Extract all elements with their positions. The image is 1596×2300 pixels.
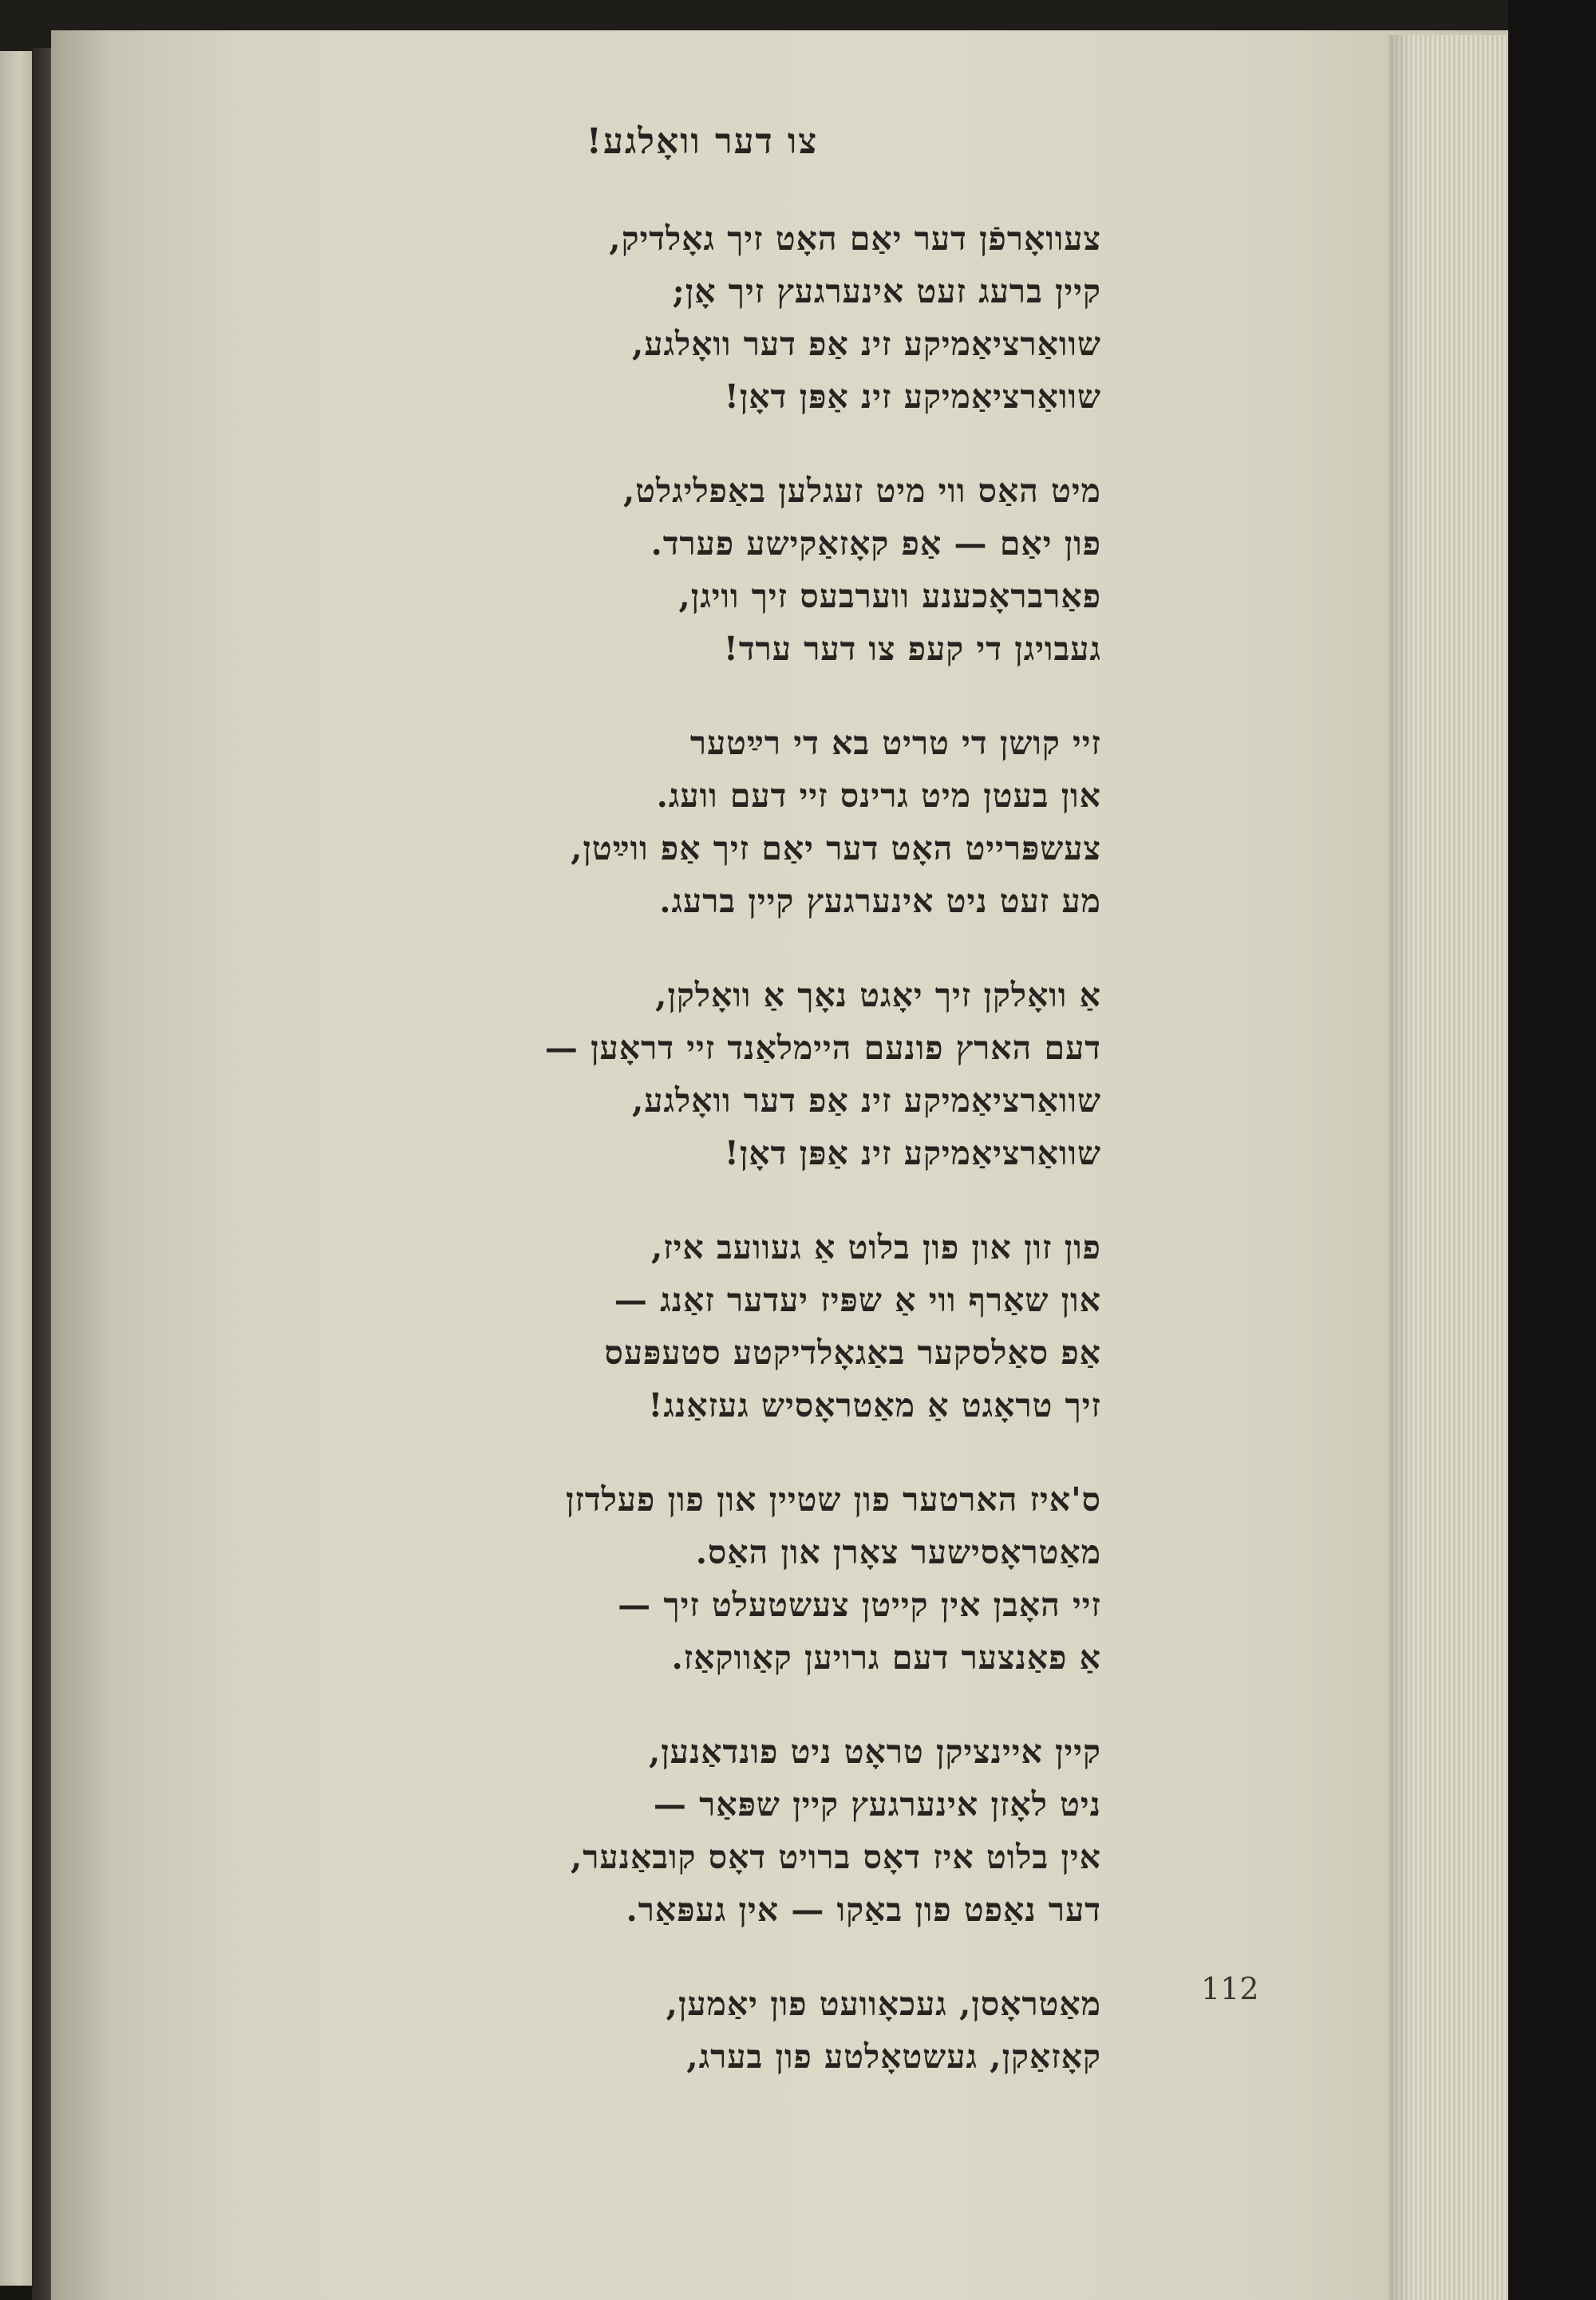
poem-line: צעשפּרייט האָט דער יאַם זיך אַפ ווײַטן, [571,829,1101,867]
poem-line: שוואַרציאַמיקע זינ אַפ דער וואָלגע, [631,1081,1101,1120]
poem-line: אַ וואָלקן זיך יאָגט נאָך אַ וואָלקן, [655,976,1101,1014]
page-number: 112 [1201,1971,1259,2006]
poem-line: פאַרבראָכענע ווערבעס זיך וויגן, [678,577,1101,615]
poem-line: קיין איינציקן טראָט ניט פונדאַנען, [648,1733,1101,1771]
stanza-1 [303,212,1101,423]
stanza-4 [303,969,1101,1180]
poem-line: געבויגן די קעפ צו דער ערד! [723,630,1101,668]
poem-line: זיך טראָגט אַ מאַטראָסיש געזאַנג! [648,1386,1101,1425]
poem-line: ניט לאָזן אינערגעץ קיין שפּאַר — [653,1785,1101,1824]
stanza-3 [303,717,1101,927]
stanza-6 [303,1473,1101,1684]
poem-line: מאַטראָסישער צאָרן און האַס. [695,1533,1101,1571]
poem-line: אַפ סאַלסקער באַגאָלדיקטע סטעפּעס [604,1334,1101,1372]
poem-line: און בעטן מיט גרינס זיי דעם וועג. [656,777,1101,815]
poem-line: שוואַרציאַמיקע זינ אַפּן דאָן! [724,1134,1101,1172]
poem-line: שוואַרציאַמיקע זינ אַפ דער וואָלגע, [631,325,1101,363]
poem-line: און שאַרף ווי אַ שפּיז יעדער זאַנג — [614,1281,1101,1319]
poem-line: שוואַרציאַמיקע זינ אַפּן דאָן! [724,377,1101,416]
stanza-7 [303,1725,1101,1936]
poem-line: מאַטראָסן, געכאָוועט פון יאַמען, [666,1985,1101,2023]
scan-background [1508,0,1596,2300]
stanza-2 [303,464,1101,675]
poem-line: קיין ברעג זעט אינערגעץ זיך אָן; [672,272,1101,310]
poem-title: צו דער וואָלגע! [586,121,819,162]
poem-line: צעוואָרפֿן דער יאַם האָט זיך גאָלדיק, [609,219,1101,258]
page-edge-stack [1389,35,1508,2300]
poem-line: אַ פאַנצער דעם גרויען קאַווקאַז. [671,1638,1101,1677]
stanza-5 [303,1221,1101,1432]
poem-line: דער נאַפט פון באַקו — אין געפּאַר. [626,1891,1101,1929]
poem-line: קאָזאַקן, געשטאָלטע פון בערג, [686,2037,1101,2076]
poem-line: אין בלוט איז דאָס ברויט דאָס קובאַנער, [571,1838,1101,1876]
poem-line: זיי קושן די טריט בא די רײַטער [689,724,1101,762]
stanza-8 [303,1978,1101,2083]
poem-line: דעם הארץ פונעם היימלאַנד זיי דראָען — [544,1029,1101,1067]
poem-line: מיט האַס ווי מיט זעגלען באַפליגלט, [622,472,1101,510]
poem-line: זיי האָבן אין קייטן צעשטעלט זיך — [618,1586,1101,1624]
poem-line: ס'איז הארטער פון שטיין און פון פעלדזן [566,1480,1101,1519]
poem-line: מע זעט ניט אינערגעץ קיין ברעג. [659,882,1101,920]
poem-line: פון זון און פון בלוט אַ געוועב איז, [650,1228,1101,1267]
poem-line: פון יאַם — אַפ קאָזאַקישע פערד. [650,524,1101,563]
poem [303,120,1101,2124]
facing-page-edge [0,51,32,2286]
